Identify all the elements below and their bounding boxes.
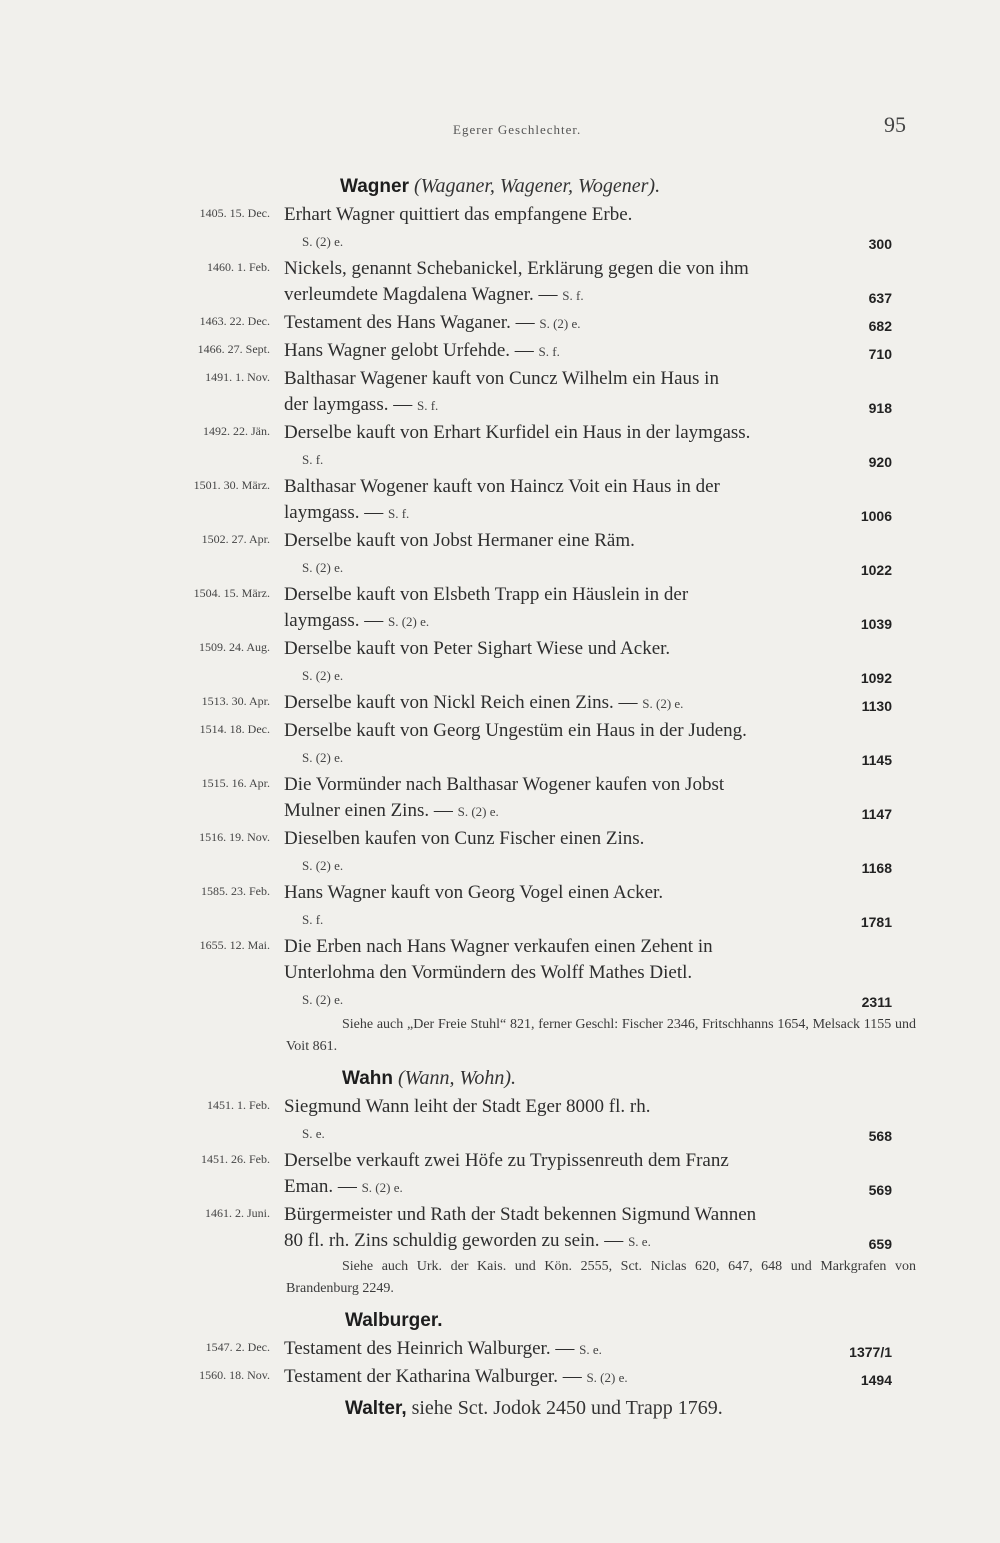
source-reference: S. (2) e. [361, 1180, 403, 1195]
entry-line [284, 1364, 916, 1390]
source-reference: S. (2) e. [539, 316, 581, 331]
entry-line-text: Nickels, genannt Schebanickel, Erklärung gegen die von ihm [284, 258, 749, 279]
entry-line [284, 366, 916, 392]
entry-line [284, 500, 916, 526]
entry-text [284, 718, 916, 770]
source-reference: S. f. [538, 344, 560, 359]
document-number: 1022 [860, 562, 892, 578]
document-number: 918 [868, 400, 892, 416]
entry-line [284, 1228, 916, 1254]
entry-text [284, 880, 916, 932]
register-entry [0, 636, 1000, 688]
entry-date: 1461. 2. Juni. [204, 1206, 270, 1220]
source-reference: S. e. [579, 1342, 602, 1357]
entry-line [284, 960, 916, 986]
entry-line-text: Testament der Katharina Walburger. — [284, 1366, 582, 1387]
entry-line-text: Balthasar Wogener kauft von Haincz Voit ein Haus in der [284, 476, 720, 497]
entry-line [284, 1148, 916, 1174]
entry-line [284, 310, 916, 336]
entry-text [284, 474, 916, 526]
register-content [0, 170, 1000, 1424]
document-number: 300 [868, 236, 892, 252]
entry-text [284, 1148, 916, 1200]
source-reference: S. (2) e. [302, 234, 344, 249]
source-reference: S. e. [628, 1234, 651, 1249]
cross-reference-note: Siehe auch Urk. der Kais. und Kön. 2555, Sct. Niclas 620, 647, 648 und Markgrafen von Brandenburg 2249. [286, 1259, 916, 1296]
entry-date: 1492. 22. Jän. [203, 424, 270, 438]
entry-text [284, 1094, 916, 1146]
register-entry [0, 772, 1000, 824]
entry-line-text: Derselbe kauft von Georg Ungestüm ein Haus in der Judeng. [284, 720, 747, 741]
source-reference: S. e. [302, 1126, 325, 1141]
entry-line [284, 1336, 916, 1362]
cross-reference: siehe Sct. Jodok 2450 und Trapp 1769. [411, 1397, 723, 1419]
entry-date: 1509. 24. Aug. [198, 640, 270, 654]
entry-text [284, 528, 916, 580]
entry-line [284, 986, 916, 1012]
register-entry [0, 1336, 1000, 1362]
document-number: 2311 [861, 994, 892, 1010]
entry-line [284, 228, 916, 254]
entry-line-text: laymgass. — [284, 502, 384, 523]
register-entry [0, 474, 1000, 526]
entry-line [284, 582, 916, 608]
entry-date: 1501. 30. März. [193, 478, 270, 492]
register-entry [0, 1094, 1000, 1146]
document-number: 1377/1 [849, 1344, 892, 1360]
entry-date: 1466. 27. Sept. [197, 342, 270, 356]
entry-date: 1514. 18. Dec. [199, 722, 270, 736]
register-entry [0, 1202, 1000, 1254]
source-reference: S. (2) e. [586, 1370, 628, 1385]
source-reference: S. (2) e. [642, 696, 684, 711]
entry-line-text: Eman. — [284, 1176, 357, 1197]
entry-line [284, 906, 916, 932]
entry-date: 1585. 23. Feb. [201, 884, 270, 898]
entry-line [284, 446, 916, 472]
entry-date: 1451. 1. Feb. [207, 1098, 270, 1112]
document-number: 920 [868, 454, 892, 470]
surname: Walburger. [345, 1310, 443, 1331]
entry-line-text: der laymgass. — [284, 394, 413, 415]
entry-text [284, 772, 916, 824]
entry-text [284, 582, 916, 634]
document-number: 1168 [861, 860, 892, 876]
entry-date: 1560. 18. Nov. [199, 1368, 270, 1382]
entry-line [284, 690, 916, 716]
entry-text [284, 202, 916, 254]
entry-line [284, 1120, 916, 1146]
entry-date: 1502. 27. Apr. [201, 532, 270, 546]
entry-line [284, 1202, 916, 1228]
entry-line-text: Hans Wagner kauft von Georg Vogel einen Acker. [284, 882, 664, 903]
entry-line [284, 772, 916, 798]
entry-line [284, 608, 916, 634]
document-number: 682 [868, 318, 892, 334]
entry-date: 1516. 19. Nov. [199, 830, 270, 844]
entry-line-text: laymgass. — [284, 610, 384, 631]
register-entry [0, 338, 1000, 364]
entry-text [284, 934, 916, 1012]
entry-line [284, 1174, 916, 1200]
document-number: 1130 [861, 698, 892, 714]
register-entry [0, 1148, 1000, 1200]
entry-date: 1405. 15. Dec. [199, 206, 270, 220]
name-variants: (Wann, Wohn). [398, 1067, 516, 1089]
document-number: 637 [868, 290, 892, 306]
entry-line-text: Unterlohma den Vormündern des Wolff Mathes Dietl. [284, 962, 693, 983]
document-number: 1781 [860, 914, 892, 930]
source-reference: S. (2) e. [302, 750, 344, 765]
register-entry [0, 1364, 1000, 1390]
entry-line-text: verleumdete Magdalena Wagner. — [284, 284, 558, 305]
entry-line [284, 934, 916, 960]
entry-date: 1460. 1. Feb. [207, 260, 270, 274]
entry-text [284, 366, 916, 418]
entry-text [284, 338, 916, 364]
section-heading [340, 170, 1000, 202]
entry-line [284, 282, 916, 308]
source-reference: S. f. [302, 452, 324, 467]
surname: Walter, [345, 1398, 407, 1419]
entry-line-text: Derselbe kauft von Erhart Kurfidel ein Haus in der laymgass. [284, 422, 751, 443]
entry-line-text: Die Vormünder nach Balthasar Wogener kaufen von Jobst [284, 774, 725, 795]
register-entry [0, 202, 1000, 254]
entry-line [284, 826, 916, 852]
register-entry [0, 880, 1000, 932]
source-reference: S. (2) e. [302, 858, 344, 873]
document-number: 568 [868, 1128, 892, 1144]
entry-line [284, 338, 916, 364]
page-number: 95 [884, 112, 906, 137]
entry-line-text: Testament des Hans Waganer. — [284, 312, 535, 333]
entry-line [284, 798, 916, 824]
register-entry [0, 690, 1000, 716]
entry-date: 1451. 26. Feb. [201, 1152, 270, 1166]
entry-line [284, 662, 916, 688]
entry-text [284, 636, 916, 688]
entry-date: 1491. 1. Nov. [205, 370, 270, 384]
source-reference: S. (2) e. [302, 560, 344, 575]
document-number: 1006 [860, 508, 892, 524]
entry-line [284, 420, 916, 446]
entry-text [284, 690, 916, 716]
entry-line-text: Derselbe kauft von Elsbeth Trapp ein Häuslein in der [284, 584, 689, 605]
document-number: 1039 [860, 616, 892, 632]
entry-line [284, 256, 916, 282]
source-reference: S. f. [562, 288, 584, 303]
entry-line [284, 474, 916, 500]
register-entry [0, 366, 1000, 418]
entry-line-text: Erhart Wagner quittiert das empfangene Erbe. [284, 204, 633, 225]
entry-line-text: Balthasar Wagener kauft von Cuncz Wilhelm ein Haus in [284, 368, 719, 389]
entry-line [284, 852, 916, 878]
entry-line-text: Dieselben kaufen von Cunz Fischer einen Zins. [284, 828, 645, 849]
entry-text [284, 256, 916, 308]
section-heading [345, 1392, 1000, 1424]
document-number: 1147 [861, 806, 892, 822]
surname: Wahn [342, 1068, 394, 1089]
entry-line [284, 1094, 916, 1120]
document-number: 1145 [861, 752, 892, 768]
entry-text [284, 420, 916, 472]
name-variants: (Waganer, Wagener, Wogener). [413, 175, 661, 197]
entry-text [284, 1336, 916, 1362]
source-reference: S. (2) e. [387, 614, 430, 629]
entry-line [284, 202, 916, 228]
section-heading [342, 1062, 1000, 1094]
entry-line-text: Derselbe kauft von Peter Sighart Wiese und Acker. [284, 638, 671, 659]
entry-date: 1504. 15. März. [193, 586, 270, 600]
register-entry [0, 310, 1000, 336]
entry-date: 1515. 16. Apr. [201, 776, 270, 790]
entry-line-text: Derselbe kauft von Nickl Reich einen Zins. — [284, 692, 638, 713]
entry-line [284, 880, 916, 906]
document-number: 569 [868, 1182, 892, 1198]
document-number: 710 [868, 346, 892, 362]
document-number: 1092 [860, 670, 892, 686]
entry-line-text: Testament des Heinrich Walburger. — [284, 1338, 575, 1359]
register-entry [0, 420, 1000, 472]
entry-date: 1463. 22. Dec. [199, 314, 270, 328]
surname: Wagner [340, 176, 409, 197]
register-entry [0, 718, 1000, 770]
entry-line [284, 554, 916, 580]
entry-line-text: Hans Wagner gelobt Urfehde. — [284, 340, 534, 361]
entry-line-text: 80 fl. rh. Zins schuldig geworden zu sein. — [284, 1230, 624, 1251]
register-entry [0, 528, 1000, 580]
entry-date: 1655. 12. Mai. [199, 938, 270, 952]
entry-date: 1547. 2. Dec. [205, 1340, 270, 1354]
document-number: 659 [868, 1236, 892, 1252]
entry-line-text: Bürgermeister und Rath der Stadt bekennen Sigmund Wannen [284, 1204, 757, 1225]
entry-line [284, 528, 916, 554]
entry-line-text: Mulner einen Zins. — [284, 800, 453, 821]
entry-line-text: Derselbe kauft von Jobst Hermaner eine Räm. [284, 530, 635, 551]
entry-line [284, 744, 916, 770]
entry-line [284, 392, 916, 418]
document-number: 1494 [860, 1372, 892, 1388]
source-reference: S. (2) e. [302, 668, 344, 683]
register-entry [0, 826, 1000, 878]
register-entry [0, 582, 1000, 634]
register-entry [0, 934, 1000, 1012]
entry-text [284, 826, 916, 878]
register-entry [0, 256, 1000, 308]
source-reference: S. f. [387, 506, 410, 521]
source-reference: S. f. [416, 398, 439, 413]
entry-line-text: Siegmund Wann leiht der Stadt Eger 8000 fl. rh. [284, 1096, 651, 1117]
entry-line-text: Derselbe verkauft zwei Höfe zu Trypissenreuth dem Franz [284, 1150, 729, 1171]
entry-text [284, 310, 916, 336]
entry-line [284, 636, 916, 662]
cross-reference-note: Siehe auch „Der Freie Stuhl“ 821, ferner Geschl: Fischer 2346, Fritschhanns 1654, Melsack 1155 und Voit 861. [286, 1017, 916, 1054]
source-reference: S. f. [302, 912, 324, 927]
entry-text [284, 1202, 916, 1254]
entry-line [284, 718, 916, 744]
section-heading [345, 1304, 1000, 1336]
entry-date: 1513. 30. Apr. [201, 694, 270, 708]
running-title: Egerer Geschlechter. [453, 122, 582, 137]
source-reference: S. (2) e. [302, 992, 344, 1007]
entry-text [284, 1364, 916, 1390]
entry-line-text: Die Erben nach Hans Wagner verkaufen einen Zehent in [284, 936, 713, 957]
source-reference: S. (2) e. [457, 804, 499, 819]
